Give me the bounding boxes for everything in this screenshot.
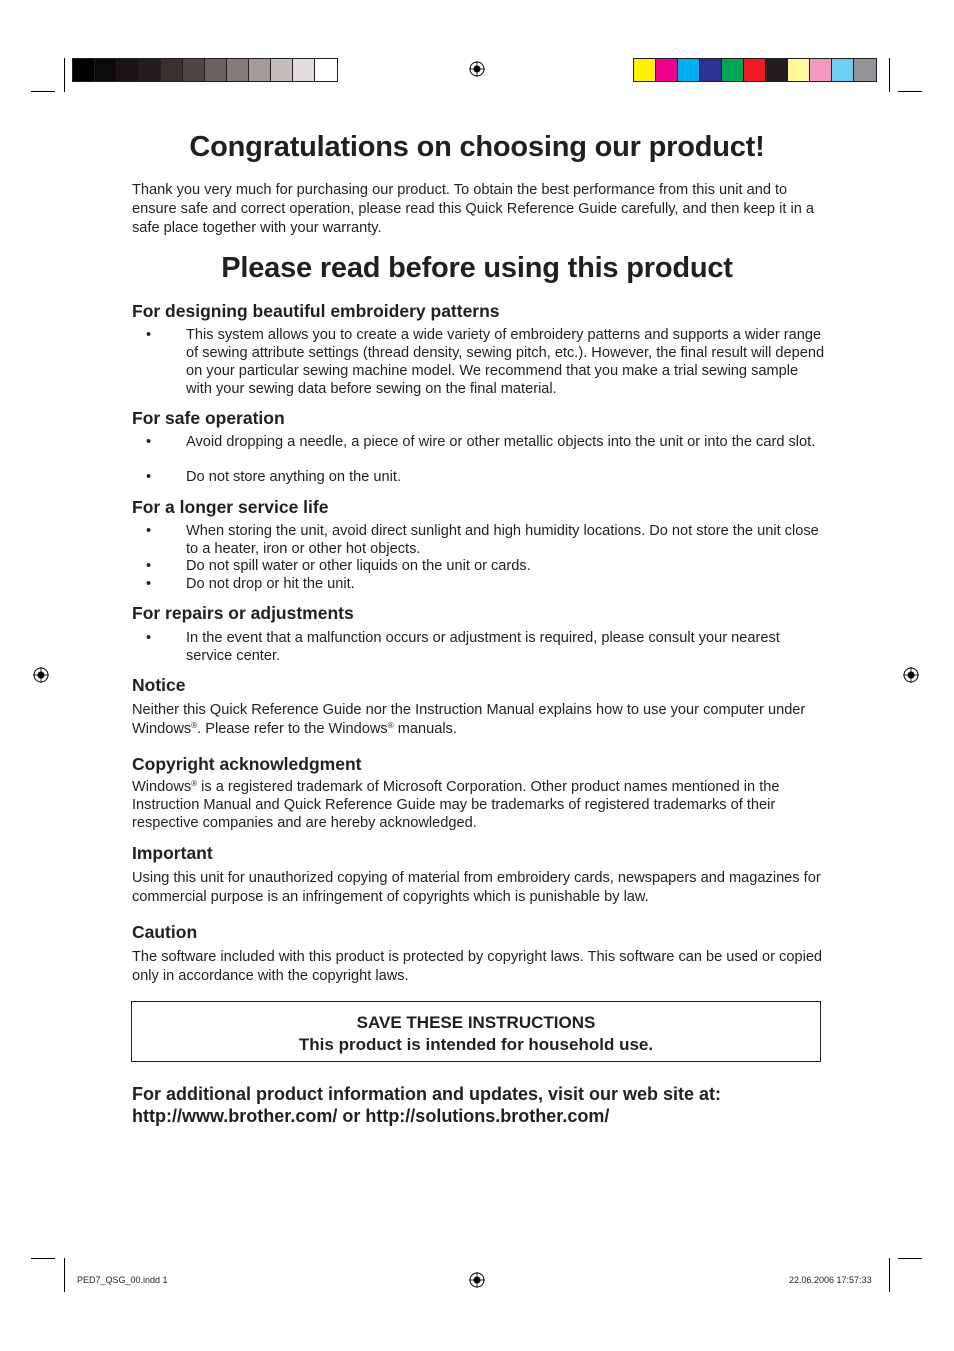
color-swatch <box>293 59 315 81</box>
section-heading-safe-operation: For safe operation <box>132 408 285 428</box>
registration-mark-icon <box>903 667 919 683</box>
grayscale-color-bar <box>72 58 338 82</box>
color-swatch <box>832 59 854 81</box>
color-swatch <box>810 59 832 81</box>
page-subtitle: Please read before using this product <box>221 252 733 284</box>
color-swatch <box>95 59 117 81</box>
web-info-line: For additional product information and updates, visit our web site at: <box>132 1084 722 1104</box>
page-title: Congratulations on choosing our product! <box>189 131 765 163</box>
color-swatch <box>788 59 810 81</box>
section-heading-service-life: For a longer service life <box>132 497 329 517</box>
important-paragraph: Using this unit for unauthorized copying of material from embroidery cards, newspapers and magazines for commercial purpose is an infringement of copyrights which is punishable by law. <box>132 870 821 905</box>
color-swatch <box>678 59 700 81</box>
color-swatch <box>700 59 722 81</box>
footer-file-name: PED7_QSG_00.indd 1 <box>77 1275 168 1285</box>
intro-paragraph: Thank you very much for purchasing our product. To obtain the best performance from this unit and to ensure safe and correct operation, please read this Quick Reference Guide carefully, and then keep it in a safe place together with your warranty. <box>132 182 814 236</box>
color-swatch <box>656 59 678 81</box>
household-use-line: This product is intended for household use. <box>298 1035 654 1054</box>
color-swatch <box>227 59 249 81</box>
color-swatch <box>634 59 656 81</box>
process-color-bar <box>633 58 877 82</box>
section-heading-notice: Notice <box>132 675 186 695</box>
section-heading-important: Important <box>132 843 213 863</box>
section-heading-designing: For designing beautiful embroidery patterns <box>132 301 500 321</box>
section-heading-caution: Caution <box>132 922 198 942</box>
registration-mark-icon <box>33 667 49 683</box>
color-swatch <box>722 59 744 81</box>
save-instructions-box <box>131 1001 821 1062</box>
color-swatch <box>249 59 271 81</box>
save-instructions-line: SAVE THESE INSTRUCTIONS <box>356 1013 596 1032</box>
caution-paragraph: The software included with this product is protected by copyright laws. This software can be used or copied only in accordance with the copyright laws. <box>132 949 823 984</box>
copyright-paragraph: Windows® is a registered trademark of Microsoft Corporation. Other product names mentioned in the Instruction Manual and Quick Reference Guide may be trademarks of registered trademarks of their respective companies and are hereby acknowledged. <box>132 779 780 831</box>
color-swatch <box>205 59 227 81</box>
registration-mark-icon <box>469 1272 485 1288</box>
color-swatch <box>117 59 139 81</box>
color-swatch <box>315 59 337 81</box>
color-swatch <box>271 59 293 81</box>
color-swatch <box>183 59 205 81</box>
section-heading-copyright: Copyright acknowledgment <box>132 754 362 774</box>
color-swatch <box>161 59 183 81</box>
registration-mark-icon <box>469 61 485 77</box>
web-urls: http://www.brother.com/ or http://solutions.brother.com/ <box>132 1106 610 1126</box>
notice-paragraph: Neither this Quick Reference Guide nor the Instruction Manual explains how to use your computer under Windows®. Please refer to the Windows® manuals. <box>132 702 806 737</box>
section-heading-repairs: For repairs or adjustments <box>132 603 354 623</box>
color-swatch <box>73 59 95 81</box>
color-swatch <box>854 59 876 81</box>
color-swatch <box>139 59 161 81</box>
color-swatch <box>744 59 766 81</box>
color-swatch <box>766 59 788 81</box>
footer-datetime: 22.06.2006 17:57:33 <box>789 1275 872 1285</box>
